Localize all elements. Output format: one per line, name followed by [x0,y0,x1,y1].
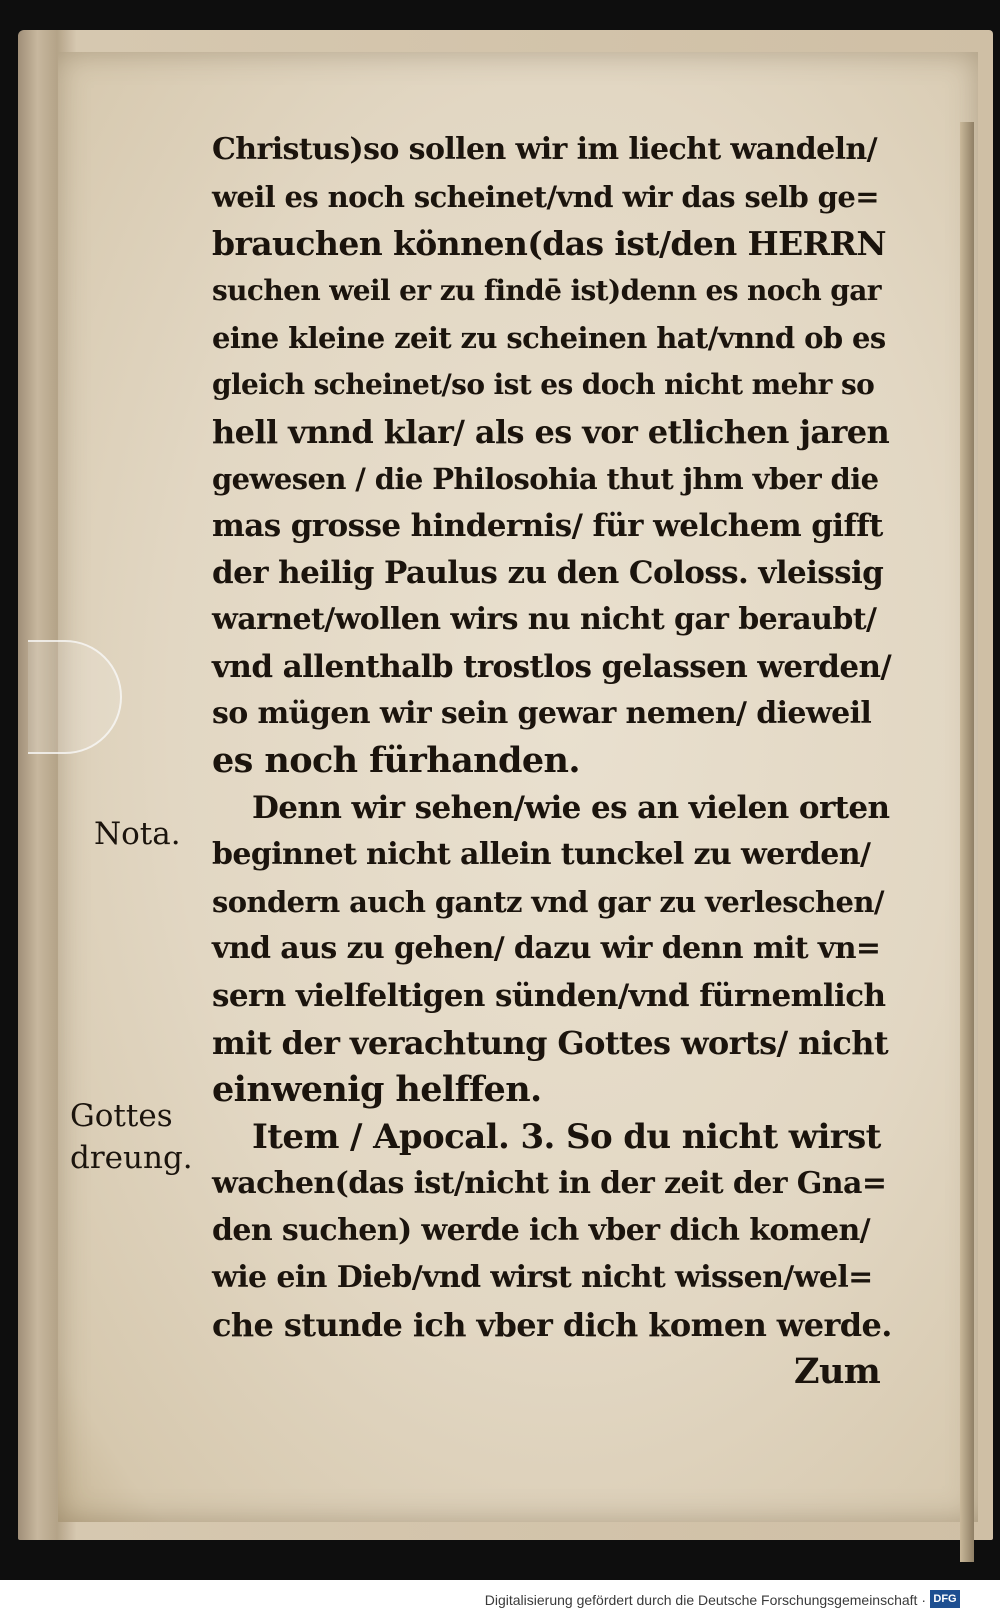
margin-note-gottes: Gottes [70,1098,173,1134]
text-line: weil es noch scheinet/vnd wir das selb ge= [212,180,879,214]
text-line: Christus)so sollen wir im liecht wandeln/ [212,132,877,167]
text-line: der heilig Paulus zu den Coloss. vleissig [212,555,884,591]
text-line: wachen(das ist/nicht in der zeit der Gna= [212,1166,887,1201]
text-line: den suchen) werde ich vber dich komen/ [212,1213,871,1248]
page-gutter-shadow [960,122,974,1562]
text-line: sern vielfeltigen sünden/vnd fürnemlich [212,978,886,1014]
text-line: es noch fürhanden. [212,740,580,781]
dfg-logo: DFG [930,1590,960,1608]
text-line: mas grosse hindernis/ für welchem gifft [212,508,883,544]
footer-credit: Digitalisierung gefördert durch die Deutsche Forschungsgemeinschaft · [484,1592,926,1608]
text-line: vnd aus zu gehen/ dazu wir denn mit vn= [212,931,881,966]
text-line: einwenig helffen. [212,1069,542,1110]
text-line: hell vnnd klar/ als es vor etlichen jaren [212,413,890,451]
text-line: vnd allenthalb trostlos gelassen werden/ [212,649,892,685]
text-line: Denn wir sehen/wie es an vielen orten [252,790,890,826]
text-line: gleich scheinet/so ist es doch nicht mehr so [212,368,875,401]
text-line: suchen weil er zu findē ist)denn es noch gar [212,274,881,307]
text-line: sondern auch gantz vnd gar zu verleschen/ [212,885,884,919]
text-line: gewesen / die Philosohia thut jhm vber die [212,462,879,496]
footer [0,1580,1000,1623]
text-line: brauchen können(das ist/den HERRN [212,224,886,263]
text-line: so mügen wir sein gewar nemen/ dieweil [212,696,872,731]
text-line: wie ein Dieb/vnd wirst nicht wissen/wel= [212,1260,873,1295]
text-line: beginnet nicht allein tunckel zu werden/ [212,837,871,872]
text-line: mit der verachtung Gottes worts/ nicht [212,1024,889,1062]
text-line: che stunde ich vber dich komen werde. [212,1306,892,1344]
text-line: Item / Apocal. 3. So du nicht wirst [252,1117,881,1157]
catchword: Zum [794,1351,881,1392]
margin-note-dreung: dreung. [70,1140,193,1176]
text-line: warnet/wollen wirs nu nicht gar beraubt/ [212,602,877,637]
margin-note-nota: Nota. [94,816,181,852]
text-line: eine kleine zeit zu scheinen hat/vnnd ob es [212,321,886,355]
